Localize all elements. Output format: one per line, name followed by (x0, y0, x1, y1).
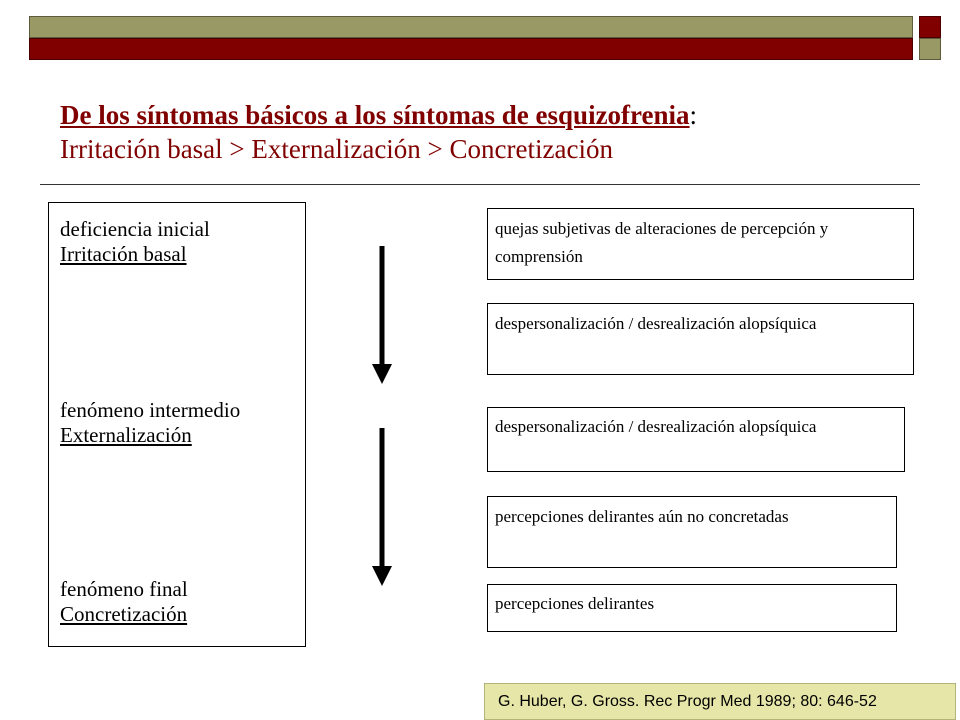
stage-intermediate (60, 398, 240, 448)
stage-intermediate-phase: Externalización (60, 423, 192, 447)
header-bar-olive (29, 16, 913, 38)
stage-final (60, 577, 188, 627)
symptom-box: percepciones delirantes aún no concretadas (487, 496, 897, 568)
slide-title (60, 98, 920, 166)
stage-final-phase: Concretización (60, 602, 188, 626)
down-arrow-icon (370, 246, 394, 386)
title-subtitle: Irritación basal > Externalización > Concretización (60, 134, 613, 164)
header-bar-red (29, 38, 913, 60)
header-square-red (919, 16, 941, 38)
title-divider (40, 184, 920, 185)
down-arrow-icon (370, 428, 394, 588)
stage-final-label: fenómeno final (60, 577, 188, 601)
symptom-box: despersonalización / desrealización alopsíquica (487, 407, 905, 472)
symptom-box: percepciones delirantes (487, 584, 897, 632)
symptom-box: despersonalización / desrealización alopsíquica (487, 303, 914, 375)
citation-box: G. Huber, G. Gross. Rec Progr Med 1989; 80: 646-52 (484, 683, 956, 720)
stages-box (48, 202, 306, 647)
title-heading: De los síntomas básicos a los síntomas de esquizofrenia (60, 100, 690, 130)
header-square-olive (919, 38, 941, 60)
stage-initial-phase: Irritación basal (60, 242, 187, 266)
symptom-box: quejas subjetivas de alteraciones de percepción y comprensión (487, 208, 914, 280)
stage-initial (60, 217, 210, 267)
title-colon: : (689, 100, 698, 130)
stage-initial-label: deficiencia inicial (60, 217, 210, 241)
stage-intermediate-label: fenómeno intermedio (60, 398, 241, 422)
